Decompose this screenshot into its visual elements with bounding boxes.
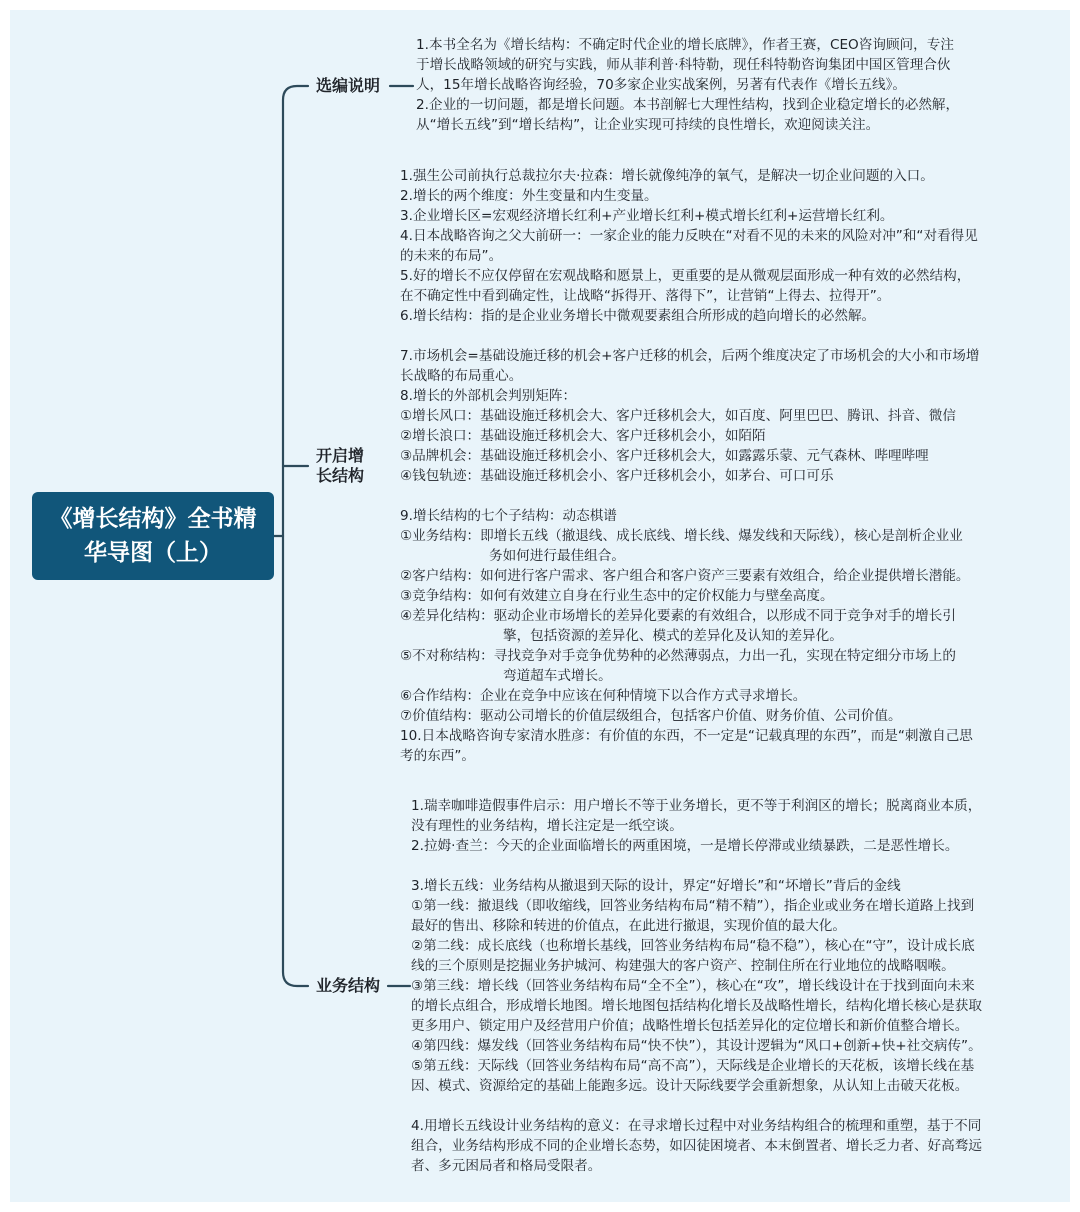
text-line: ②增长浪口：基础设施迁移机会大、客户迁移机会小，如陌陌: [400, 428, 766, 444]
text-line: 于增长战略领域的研究与实践，师从菲利普·科特勒，现任科特勒咨询集团中国区管理合伙: [416, 57, 951, 73]
text-line: 者、多元困局者和格局受限者。: [411, 1158, 602, 1174]
root-topic[interactable]: [32, 492, 274, 580]
text-line: ⑥合作结构：企业在竞争中应该在何种情境下以合作方式寻求增长。: [400, 688, 807, 704]
text-line: 最好的售出、移除和转进的价值点，在此进行撤退，实现价值的最大化。: [411, 918, 846, 934]
text-line: 因、模式、资源给定的基础上能跑多远。设计天际线要学会重新想象，从认知上击破天花板。: [411, 1078, 969, 1094]
text-line: 务如何进行最佳组合。: [489, 548, 625, 564]
text-line: 人，15年增长战略咨询经验，70多家企业实战案例，另著有代表作《增长五线》。: [416, 77, 906, 93]
branch-content-growth-structure: [400, 166, 980, 766]
text-line: 线的三个原则是挖掘业务护城河、构建强大的客户资产、控制住所在行业地位的战略咽喉。: [411, 958, 955, 974]
spacer: [411, 856, 982, 876]
spacer: [400, 326, 980, 346]
text-line: 4.用增长五线设计业务结构的意义：在寻求增长过程中对业务结构组合的梳理和重塑，基于不同: [411, 1118, 982, 1134]
text-line: 在不确定性中看到确定性，让战略“拆得开、落得下”，让营销“上得去、拉得开”。: [400, 288, 891, 304]
text-line: 长战略的布局重心。: [400, 368, 523, 384]
text-line: 5.好的增长不应仅停留在宏观战略和愿景上，更重要的是从微观层面形成一种有效的必然结构，: [400, 268, 971, 284]
text-line: 1.强生公司前执行总裁拉尔夫·拉森：增长就像纯净的氧气，是解决一切企业问题的入口。: [400, 168, 934, 184]
text-line: ④第四线：爆发线（回答业务结构布局“快不快”），其设计逻辑为“风口+创新+快+社交病传”。: [411, 1038, 982, 1054]
branch-content-intro: [416, 35, 959, 135]
text-line: 考的东西”。: [400, 748, 476, 764]
text-line: ②客户结构：如何进行客户需求、客户组合和客户资产三要素有效组合，给企业提供增长潜能。: [400, 568, 970, 584]
text-line: 的增长点组合，形成增长地图。增长地图包括结构化增长及战略性增长，结构化增长核心是获取: [411, 998, 982, 1014]
spacer: [411, 1096, 982, 1116]
branch-label-growth-structure[interactable]: 开启增长结构: [316, 446, 365, 485]
text-line: 弯道超车式增长。: [503, 668, 612, 684]
text-line: ⑤不对称结构：寻找竞争对手竞争优势种的必然薄弱点，力出一孔，实现在特定细分市场上的: [400, 648, 956, 664]
text-line: 8.增长的外部机会判别矩阵：: [400, 388, 577, 404]
text-line: 的未来的布局”。: [400, 248, 503, 264]
root-title: 《增长结构》全书精华导图（上）: [49, 506, 257, 566]
text-line: ⑤第五线：天际线（回答业务结构布局“高不高”），天际线是企业增长的天花板，该增长线在基: [411, 1058, 975, 1074]
text-line: 3.企业增长区=宏观经济增长红利+产业增长红利+模式增长红利+运营增长红利。: [400, 208, 894, 224]
text-line: ②第二线：成长底线（也称增长基线，回答业务结构布局“稳不稳”），核心在“守”，设计成长底: [411, 938, 975, 954]
branch-label-business-structure[interactable]: 业务结构: [316, 976, 381, 995]
text-line: 从“增长五线”到“增长结构”，让企业实现可持续的良性增长，欢迎阅读关注。: [416, 117, 880, 133]
text-line: 4.日本战略咨询之父大前研一：一家企业的能力反映在“对看不见的未来的风险对冲”和“对看得见: [400, 228, 978, 244]
text-line: ①业务结构：即增长五线（撤退线、成长底线、增长线、爆发线和天际线），核心是剖析企业业: [400, 528, 963, 544]
text-line: ④差异化结构：驱动企业市场增长的差异化要素的有效组合，以形成不同于竞争对手的增长引: [400, 608, 956, 624]
text-line: 1.本书全名为《增长结构：不确定时代企业的增长底牌》，作者王赛，CEO咨询顾问，专注: [416, 37, 954, 53]
branch-label-intro[interactable]: 选编说明: [316, 76, 381, 95]
text-line: 6.增长结构：指的是企业业务增长中微观要素组合所形成的趋向增长的必然解。: [400, 308, 876, 324]
branch-content-business-structure: [411, 796, 982, 1176]
text-line: 组合，业务结构形成不同的企业增长态势，如囚徒困境者、本末倒置者、增长乏力者、好高骛远: [411, 1138, 982, 1154]
text-line: 7.市场机会=基础设施迁移的机会+客户迁移的机会，后两个维度决定了市场机会的大小和市场增: [400, 348, 980, 364]
text-line: ④钱包轨迹：基础设施迁移机会小、客户迁移机会小，如茅台、可口可乐: [400, 468, 834, 484]
text-line: 10.日本战略咨询专家清水胜彦：有价值的东西，不一定是“记载真理的东西”，而是“刺激自己思: [400, 728, 973, 744]
text-line: ③第三线：增长线（回答业务结构布局“全不全”），核心在“攻”，增长线设计在于找到面向未来: [411, 978, 975, 994]
text-line: ①增长风口：基础设施迁移机会大、客户迁移机会大，如百度、阿里巴巴、腾讯、抖音、微信: [400, 408, 956, 424]
text-line: 2.企业的一切问题，都是增长问题。本书剖解七大理性结构，找到企业稳定增长的必然解，: [416, 97, 960, 113]
text-line: ①第一线：撤退线（即收缩线，回答业务结构布局“精不精”），指企业或业务在增长道路上找到: [411, 898, 975, 914]
text-line: 3.增长五线：业务结构从撤退到天际的设计，界定“好增长”和“坏增长”背后的金线: [411, 878, 901, 894]
text-line: 2.增长的两个维度：外生变量和内生变量。: [400, 188, 658, 204]
text-line: 没有理性的业务结构，增长注定是一纸空谈。: [411, 818, 683, 834]
text-line: ③品牌机会：基础设施迁移机会小、客户迁移机会大，如露露乐蒙、元气森林、哔哩哔哩: [400, 448, 929, 464]
spacer: [400, 486, 980, 506]
text-line: ③竞争结构：如何有效建立自身在行业生态中的定价权能力与壁垒高度。: [400, 588, 834, 604]
text-line: 更多用户、锁定用户及经营用户价值；战略性增长包括差异化的定位增长和新价值整合增长。: [411, 1018, 969, 1034]
text-line: 2.拉姆·查兰：今天的企业面临增长的两重困境，一是增长停滞或业绩暴跌，二是恶性增长。: [411, 838, 959, 854]
text-line: 擎，包括资源的差异化、模式的差异化及认知的差异化。: [503, 628, 843, 644]
text-line: ⑦价值结构：驱动公司增长的价值层级组合，包括客户价值、财务价值、公司价值。: [400, 708, 902, 724]
text-line: 1.瑞幸咖啡造假事件启示：用户增长不等于业务增长，更不等于利润区的增长；脱离商业本质，: [411, 798, 982, 814]
text-line: 9.增长结构的七个子结构：动态棋谱: [400, 508, 617, 524]
